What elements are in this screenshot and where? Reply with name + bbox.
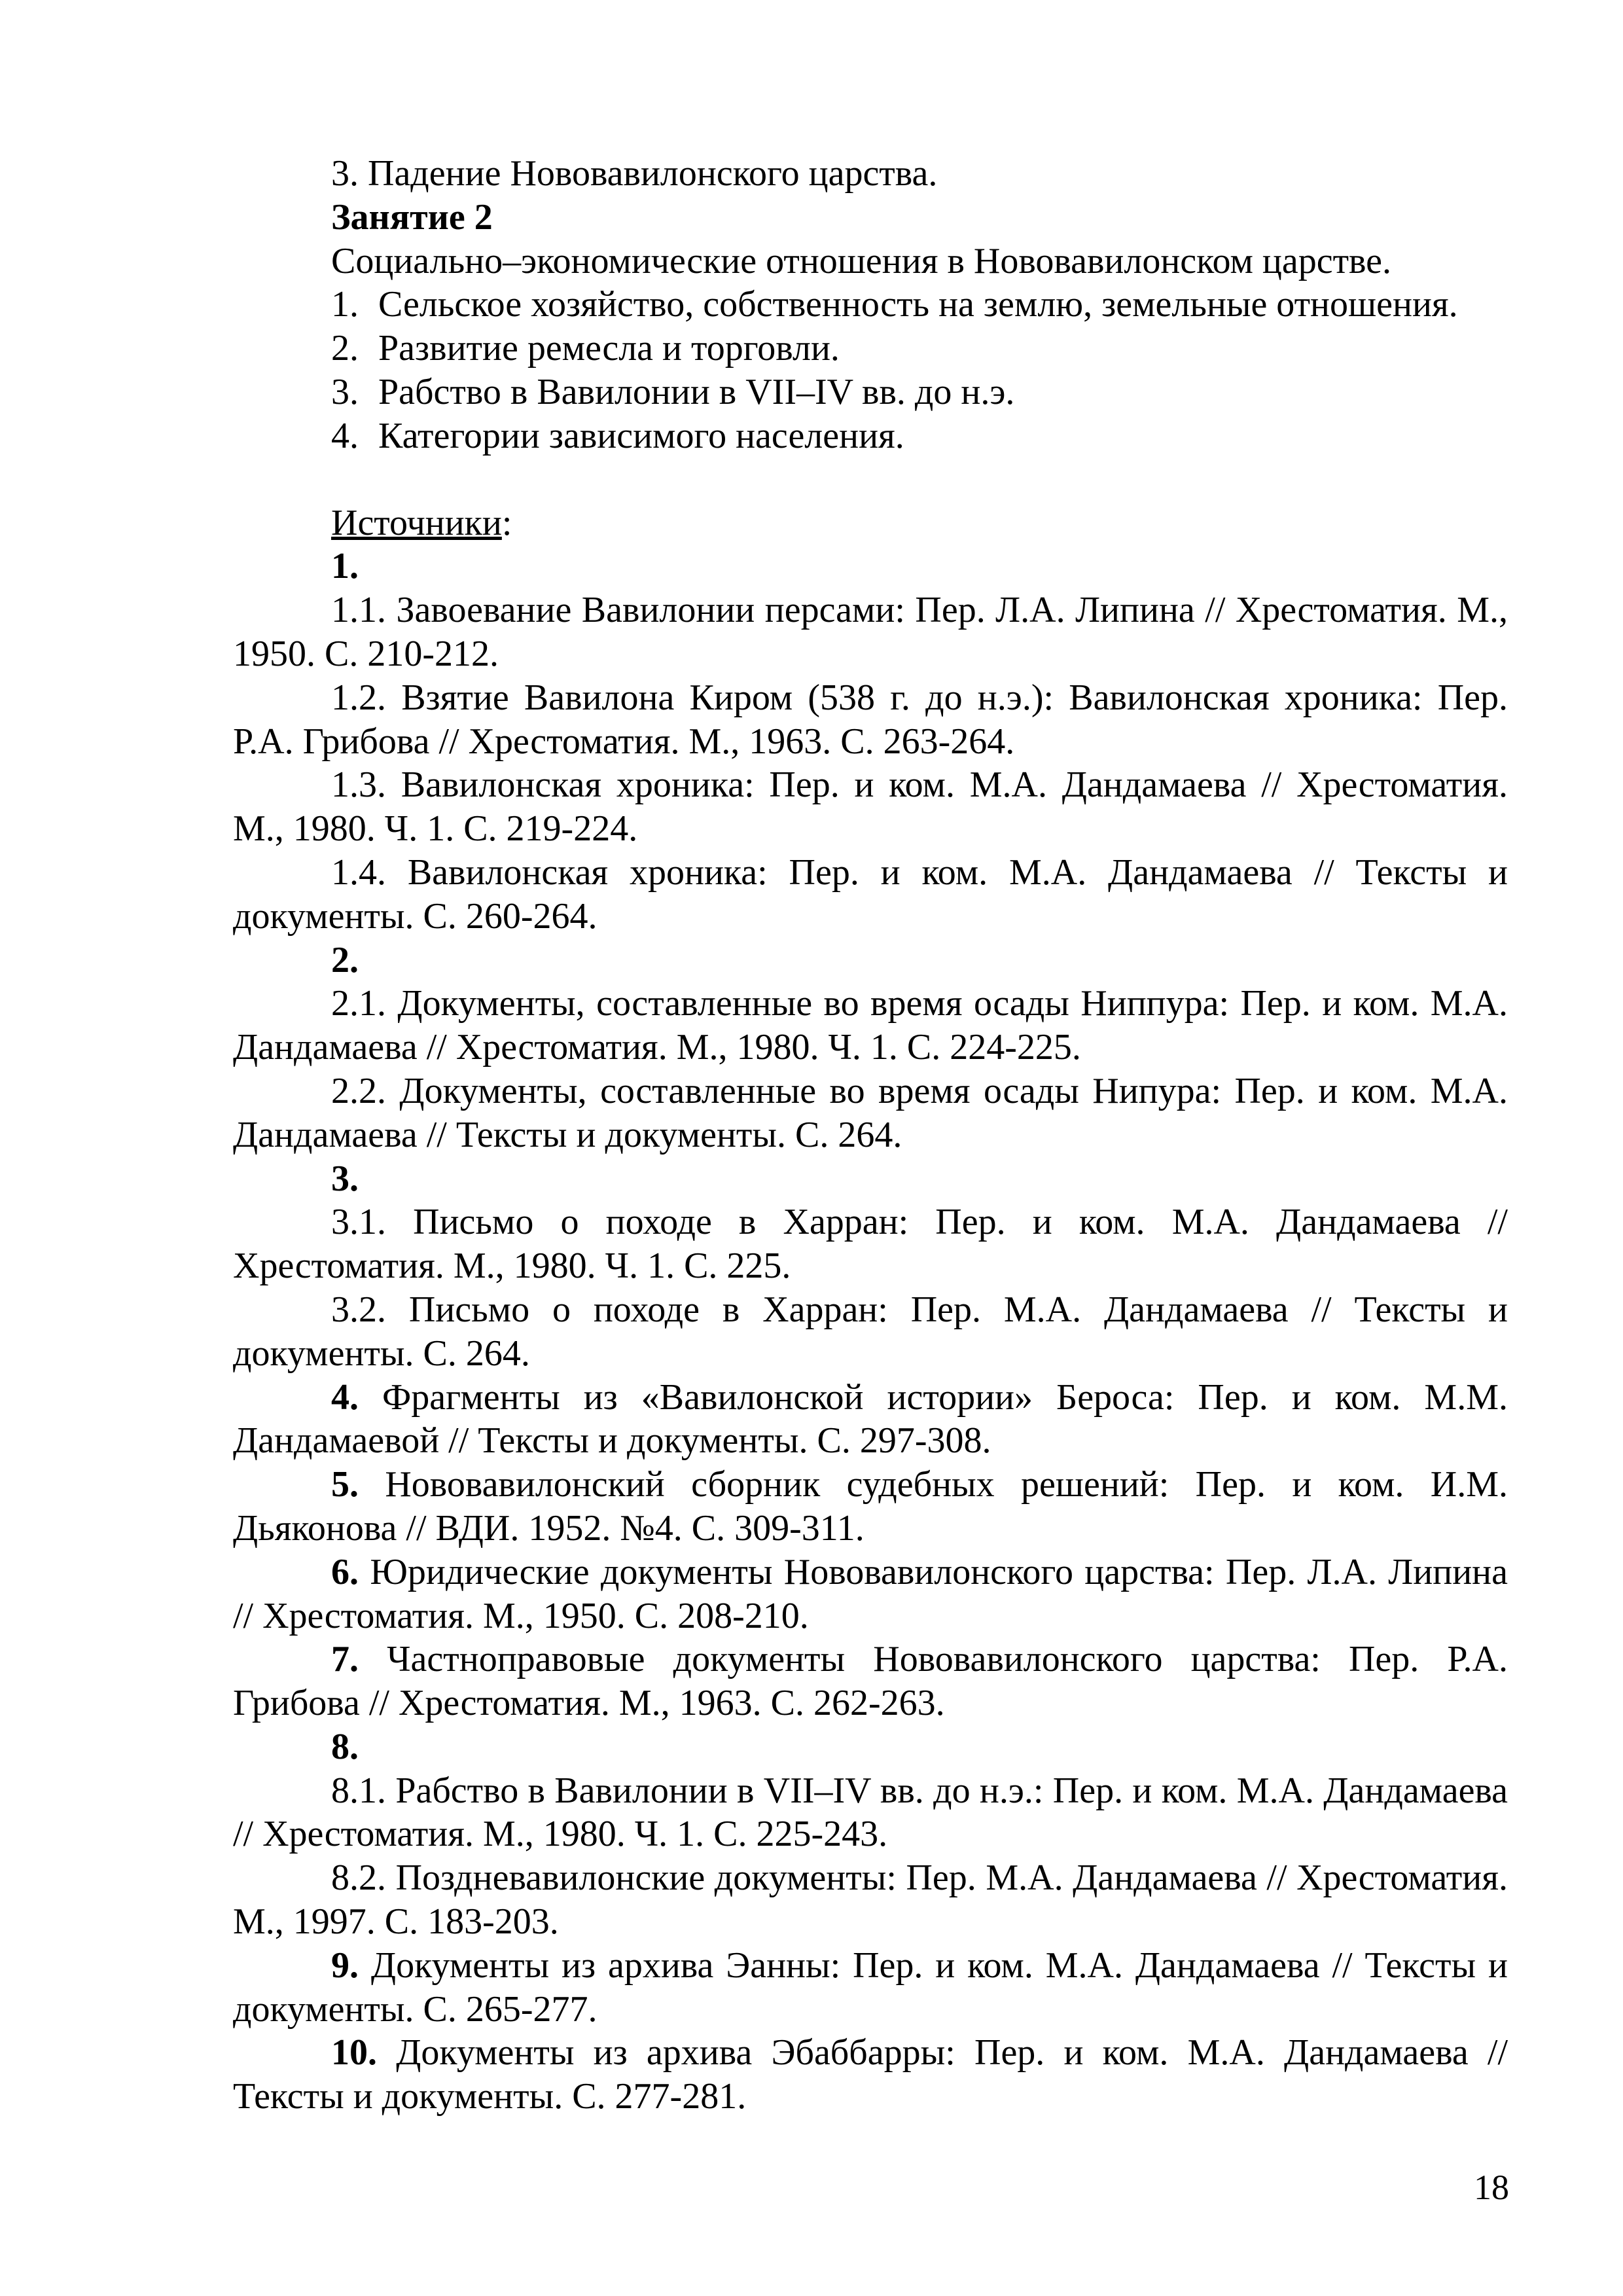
source-entry-number: 9. bbox=[331, 1945, 359, 1986]
source-entry bbox=[233, 1463, 1508, 1551]
source-group-number: 1. bbox=[331, 546, 359, 587]
sources-heading bbox=[233, 501, 1508, 545]
list-item bbox=[233, 414, 1508, 458]
source-entry-text: Фрагменты из «Вавилонской истории» Бероса: Пер. и ком. М.М. Дандамаевой // Тексты и документы. С. 297-308. bbox=[233, 1376, 1508, 1462]
lesson-heading: Занятие 2 bbox=[331, 196, 493, 238]
sources-heading-text: Источники bbox=[331, 502, 502, 543]
source-entry: 1.3. Вавилонская хроника: Пер. и ком. М.А. Дандамаева // Хрестоматия. М., 1980. Ч. 1. С. 219-224. bbox=[233, 764, 1508, 850]
list-item bbox=[233, 327, 1508, 370]
source-entry-text: Частноправовые документы Нововавилонского царства: Пер. Р.А. Грибова // Хрестоматия. М., 1963. С. 262-263. bbox=[233, 1639, 1508, 1724]
list-item-number: 1. bbox=[331, 284, 359, 325]
list-item-text: Сельское хозяйство, собственность на землю, земельные отношения. bbox=[378, 284, 1458, 325]
source-entry: 3.1. Письмо о походе в Харран: Пер. и ком. М.А. Дандамаева // Хрестоматия. М., 1980. Ч. 1. С. 225. bbox=[233, 1202, 1508, 1287]
source-group-number: 8. bbox=[331, 1726, 359, 1767]
source-entry: 1.2. Взятие Вавилона Киром (538 г. до н.э.): Вавилонская хроника: Пер. Р.А. Грибова // Хрестоматия. М., 1963. С. 263-264. bbox=[233, 677, 1508, 762]
lesson-items-list bbox=[233, 283, 1508, 457]
source-entry bbox=[233, 1638, 1508, 1725]
source-entry-number: 5. bbox=[331, 1464, 359, 1505]
source-entry bbox=[233, 1944, 1508, 2032]
list-item-text: Рабство в Вавилонии в VII–IV вв. до н.э. bbox=[378, 371, 1015, 412]
source-entry: 8.1. Рабство в Вавилонии в VII–IV вв. до н.э.: Пер. и ком. М.А. Дандамаева // Хрестоматия. М., 1980. Ч. 1. С. 225-243. bbox=[233, 1770, 1508, 1855]
sources-list bbox=[233, 545, 1508, 2119]
source-group-number: 3. bbox=[331, 1158, 359, 1199]
source-entry: 2.1. Документы, составленные во время осады Ниппура: Пер. и ком. М.А. Дандамаева // Хрестоматия. М., 1980. Ч. 1. С. 224-225. bbox=[233, 983, 1508, 1068]
source-entry: 1.1. Завоевание Вавилонии персами: Пер. Л.А. Липина // Хрестоматия. М., 1950. С. 210-212. bbox=[233, 590, 1508, 674]
list-item-number: 2. bbox=[331, 328, 359, 369]
source-entry: 3.2. Письмо о походе в Харран: Пер. М.А. Дандамаева // Тексты и документы. С. 264. bbox=[233, 1289, 1508, 1374]
list-item-number: 4. bbox=[331, 415, 359, 456]
source-entry-text: Документы из архива Эбаббарры: Пер. и ком. М.А. Дандамаева // Тексты и документы. С. 277-281. bbox=[233, 2032, 1508, 2117]
section-gap bbox=[233, 458, 1508, 501]
source-entry-number: 4. bbox=[331, 1376, 359, 1418]
page-number: 18 bbox=[1474, 2168, 1509, 2207]
source-entry-text: Документы из архива Эанны: Пер. и ком. М.А. Дандамаева // Тексты и документы. С. 265-277. bbox=[233, 1945, 1508, 2030]
source-entry-text: Нововавилонский сборник судебных решений: Пер. и ком. И.М. Дьяконова // ВДИ. 1952. №4. С. 309-311. bbox=[233, 1464, 1508, 1549]
source-group-number: 2. bbox=[331, 939, 359, 980]
source-entry: 2.2. Документы, составленные во время осады Нипура: Пер. и ком. М.А. Дандамаева // Тексты и документы. С. 264. bbox=[233, 1070, 1508, 1155]
intro-line: 3. Падение Нововавилонского царства. bbox=[331, 153, 938, 194]
page-content bbox=[233, 152, 1508, 2119]
list-item bbox=[233, 370, 1508, 414]
source-entry-number: 6. bbox=[331, 1551, 359, 1592]
source-entry: 1.4. Вавилонская хроника: Пер. и ком. М.А. Дандамаева // Тексты и документы. С. 260-264. bbox=[233, 852, 1508, 937]
list-item-text: Категории зависимого населения. bbox=[378, 415, 904, 456]
source-entry: 8.2. Поздневавилонские документы: Пер. М.А. Дандамаева // Хрестоматия. М., 1997. С. 183-203. bbox=[233, 1857, 1508, 1943]
source-entry bbox=[233, 1376, 1508, 1463]
list-item-number: 3. bbox=[331, 371, 359, 412]
source-entry bbox=[233, 2031, 1508, 2119]
list-item bbox=[233, 283, 1508, 327]
source-entry-number: 7. bbox=[331, 1639, 359, 1680]
source-entry bbox=[233, 1551, 1508, 1638]
list-item-text: Развитие ремесла и торговли. bbox=[378, 328, 840, 369]
source-entry-number: 10. bbox=[331, 2032, 377, 2073]
sources-heading-colon: : bbox=[501, 502, 512, 543]
source-entry-text: Юридические документы Нововавилонского царства: Пер. Л.А. Липина // Хрестоматия. М., 1950. С. 208-210. bbox=[233, 1551, 1508, 1636]
lesson-topic: Социально–экономические отношения в Нововавилонском царстве. bbox=[331, 240, 1392, 281]
